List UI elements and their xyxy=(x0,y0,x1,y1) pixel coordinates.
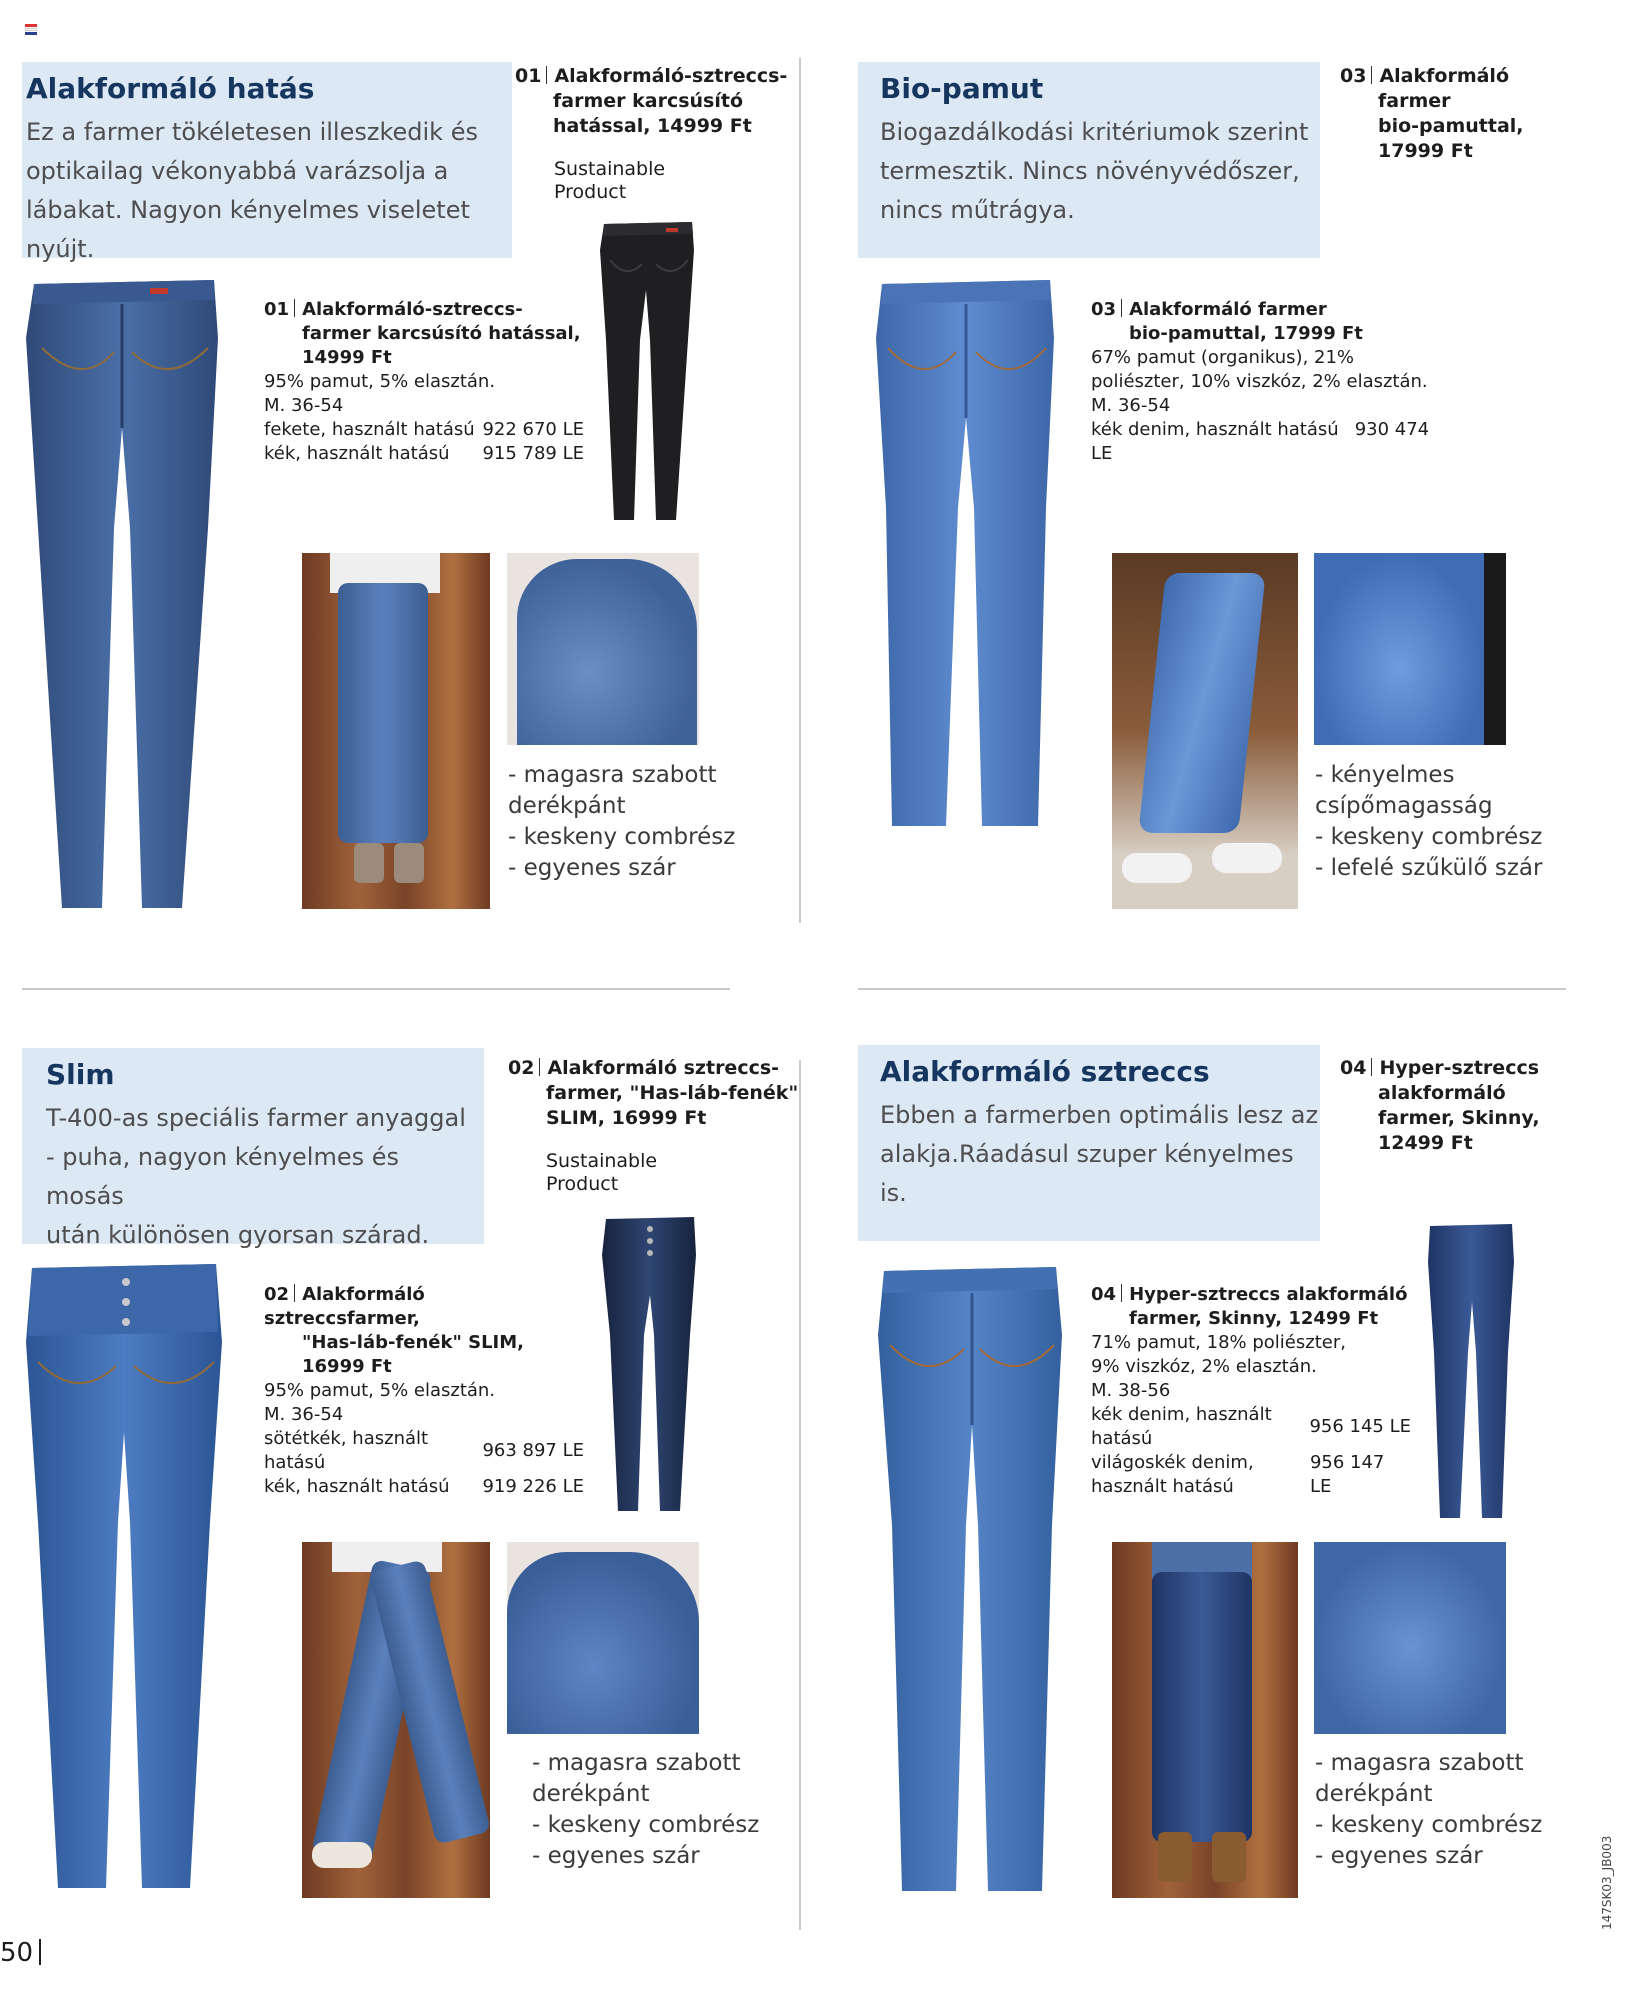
bullet-line: - lefelé szűkülő szár xyxy=(1315,855,1543,881)
spec-material: poliészter, 10% viszkóz, 2% elasztán. xyxy=(1091,371,1428,392)
feature-text xyxy=(26,113,512,269)
feature-title: Alakformáló sztreccs xyxy=(880,1055,1210,1088)
variant-name: világoskék denim, használt hatású xyxy=(1091,1452,1254,1497)
variant-name: sötétkék, használt hatású xyxy=(264,1428,429,1473)
feature-bullets xyxy=(1315,1748,1542,1872)
product-spec xyxy=(264,298,584,466)
feature-line: Ebben a farmerben optimális lesz az xyxy=(880,1101,1319,1129)
feature-text xyxy=(880,113,1320,230)
model-photo-back[interactable] xyxy=(1314,1542,1506,1734)
spec-title-line: farmer, Skinny, 12499 Ft xyxy=(1129,1308,1379,1329)
product-heading-line: 12499 Ft xyxy=(1378,1132,1473,1154)
bullet-line: - egyenes szár xyxy=(1315,1843,1483,1869)
spec-title-line: "Has-láb-fenék" SLIM, xyxy=(302,1332,525,1353)
variant-code: 915 789 LE xyxy=(482,443,584,464)
sustainable-line: Sustainable xyxy=(546,1150,658,1172)
product-heading-line: 17999 Ft xyxy=(1378,140,1473,162)
feature-line: T-400-as speciális farmer anyaggal xyxy=(46,1104,466,1132)
product-heading-line: farmer, "Has-láb-fenék" xyxy=(546,1082,799,1104)
variant-name: fekete, használt hatású xyxy=(264,419,475,440)
page-number-text: 50 xyxy=(0,1938,34,1968)
spec-size: M. 36-54 xyxy=(264,1404,344,1425)
feature-box xyxy=(22,1048,484,1249)
model-photo-front[interactable] xyxy=(302,553,490,909)
bullet-line: - keskeny combrész xyxy=(1315,824,1543,850)
product-number: 02 xyxy=(264,1284,290,1305)
model-photo-back[interactable] xyxy=(1314,553,1506,745)
skinny-jeans-main-image[interactable] xyxy=(872,1265,1068,1897)
product-heading-line: farmer karcsúsító xyxy=(553,90,744,112)
variant-row xyxy=(264,418,584,442)
bio-jeans-main-image[interactable] xyxy=(870,278,1060,830)
product-heading-line: Alakformáló sztreccs- xyxy=(547,1057,780,1079)
sustainable-line: Product xyxy=(546,1173,619,1195)
product-spec xyxy=(1091,298,1441,466)
variant-row xyxy=(264,1475,584,1499)
product-heading xyxy=(508,1056,798,1131)
product-heading-line: bio-pamuttal, xyxy=(1378,115,1524,137)
catalog-code: 147SK03_JB003 xyxy=(1600,1835,1614,1930)
sustainable-label xyxy=(546,1150,657,1196)
product-heading-line: alakformáló xyxy=(1378,1082,1506,1104)
product-number: 04 xyxy=(1340,1057,1367,1079)
spec-title-line: Hyper-sztreccs alakformáló xyxy=(1129,1284,1408,1305)
feature-line: Ez a farmer tökéletesen illeszkedik és xyxy=(26,118,478,146)
bullet-line: - magasra szabott xyxy=(508,762,717,788)
product-number: 01 xyxy=(264,299,290,320)
feature-title: Bio-pamut xyxy=(880,72,1044,105)
spec-title-line: 14999 Ft xyxy=(302,347,392,368)
feature-line: - puha, nagyon kényelmes és mosás xyxy=(46,1143,399,1210)
bullet-line: - egyenes szár xyxy=(532,1843,700,1869)
spec-material: 95% pamut, 5% elasztán. xyxy=(264,1380,496,1401)
variant-row xyxy=(264,1427,584,1475)
bullet-line: - keskeny combrész xyxy=(1315,1812,1543,1838)
product-number: 02 xyxy=(508,1057,535,1079)
product-heading-line: SLIM, 16999 Ft xyxy=(546,1107,707,1129)
variant-row xyxy=(264,442,584,466)
product-heading-line: Alakformáló-sztreccs- xyxy=(554,65,788,87)
feature-line: után különösen gyorsan szárad. xyxy=(46,1221,430,1249)
product-number: 03 xyxy=(1091,299,1117,320)
bullet-line: - magasra szabott xyxy=(532,1750,741,1776)
language-flag-icon xyxy=(25,24,37,34)
variant-name: kék, használt hatású xyxy=(264,1476,450,1497)
bullet-line: - kényelmes xyxy=(1315,762,1455,788)
feature-box xyxy=(22,62,512,263)
spec-title-line: Alakformáló sztreccsfarmer, xyxy=(264,1284,425,1329)
spec-size: M. 38-56 xyxy=(1091,1380,1171,1401)
spec-size: M. 36-54 xyxy=(264,395,344,416)
variant-name: kék denim, használt hatású xyxy=(1091,419,1339,440)
feature-line: nincs műtrágya. xyxy=(880,196,1075,224)
product-heading xyxy=(1340,1056,1540,1156)
feature-line: optikailag vékonyabbá varázsolja a xyxy=(26,157,449,185)
feature-line: Biogazdálkodási kritériumok szerint xyxy=(880,118,1309,146)
feature-title: Slim xyxy=(46,1058,115,1091)
product-number: 03 xyxy=(1340,65,1367,87)
slim-jeans-main-image[interactable] xyxy=(18,1262,230,1894)
skinny-jeans-thumbnail[interactable] xyxy=(1424,1222,1518,1522)
variant-code: 930 474 LE xyxy=(1091,419,1430,464)
feature-bullets xyxy=(532,1748,759,1872)
bullet-line: - keskeny combrész xyxy=(508,824,736,850)
sustainable-label xyxy=(554,158,665,204)
product-spec xyxy=(1091,1283,1411,1499)
variant-row xyxy=(1091,1451,1411,1499)
product-heading-line: hatással, 14999 Ft xyxy=(553,115,752,137)
darkblue-jeans-image[interactable] xyxy=(598,1215,702,1515)
bullet-line: derékpánt xyxy=(1315,1781,1433,1807)
feature-box xyxy=(858,62,1320,258)
feature-text xyxy=(46,1099,484,1255)
bullet-line: - egyenes szár xyxy=(508,855,676,881)
feature-line: termesztik. Nincs növényvédőszer, xyxy=(880,157,1300,185)
model-photo-walking[interactable] xyxy=(302,1542,490,1898)
spec-title-line: bio-pamuttal, 17999 Ft xyxy=(1129,323,1363,344)
black-jeans-image[interactable] xyxy=(596,220,700,525)
variant-name: kék, használt hatású xyxy=(264,443,450,464)
section-divider xyxy=(22,988,730,990)
spec-title-line: Alakformáló-sztreccs- xyxy=(302,299,523,320)
sustainable-line: Sustainable xyxy=(554,158,666,180)
model-photo-back[interactable] xyxy=(507,553,699,745)
variant-code: 922 670 LE xyxy=(482,419,584,440)
variant-code: 956 147 LE xyxy=(1309,1452,1385,1497)
feature-bullets xyxy=(1315,760,1542,884)
variant-row xyxy=(1091,418,1441,466)
bullet-line: csípőmagasság xyxy=(1315,793,1493,819)
product-number: 04 xyxy=(1091,1284,1117,1305)
feature-line: lábakat. Nagyon kényelmes viseletet nyújt. xyxy=(26,196,470,263)
spec-material: 71% pamut, 18% poliészter, xyxy=(1091,1332,1346,1353)
product-heading-line: Alakformáló xyxy=(1379,65,1510,87)
section-divider xyxy=(858,988,1566,990)
feature-text xyxy=(880,1096,1320,1213)
blue-jeans-main-image[interactable] xyxy=(22,278,222,914)
spec-title-line: 16999 Ft xyxy=(302,1356,392,1377)
spec-material: 67% pamut (organikus), 21% xyxy=(1091,347,1355,368)
bullet-line: derékpánt xyxy=(508,793,626,819)
product-heading xyxy=(1340,64,1524,164)
bullet-line: - keskeny combrész xyxy=(532,1812,760,1838)
product-heading-line: farmer xyxy=(1378,90,1451,112)
spec-size: M. 36-54 xyxy=(1091,395,1171,416)
product-number: 01 xyxy=(515,65,542,87)
model-photo-front[interactable] xyxy=(1112,553,1298,909)
feature-line: alakja.Ráadásul szuper kényelmes is. xyxy=(880,1140,1294,1207)
bullet-line: - magasra szabott xyxy=(1315,1750,1524,1776)
bullet-line: derékpánt xyxy=(532,1781,650,1807)
variant-code: 963 897 LE xyxy=(482,1440,584,1461)
product-spec xyxy=(264,1283,584,1499)
feature-bullets xyxy=(508,760,735,884)
spec-title-line: Alakformáló farmer xyxy=(1129,299,1327,320)
spec-title-line: farmer karcsúsító hatással, xyxy=(302,323,581,344)
spec-material: 9% viszkóz, 2% elasztán. xyxy=(1091,1356,1317,1377)
variant-row xyxy=(1091,1403,1411,1451)
feature-box xyxy=(858,1045,1320,1241)
column-divider xyxy=(799,1060,801,1930)
column-divider xyxy=(799,58,801,923)
product-heading xyxy=(515,64,787,139)
product-heading-line: Hyper-sztreccs xyxy=(1379,1057,1540,1079)
product-heading-line: farmer, Skinny, xyxy=(1378,1107,1540,1129)
spec-material: 95% pamut, 5% elasztán. xyxy=(264,371,496,392)
variant-name: kék denim, használt hatású xyxy=(1091,1404,1272,1449)
variant-code: 956 145 LE xyxy=(1309,1416,1411,1437)
sustainable-line: Product xyxy=(554,181,627,203)
model-photo-front[interactable] xyxy=(1112,1542,1298,1898)
variant-code: 919 226 LE xyxy=(482,1476,584,1497)
model-photo-back[interactable] xyxy=(507,1542,699,1734)
page-number xyxy=(0,1938,41,1968)
feature-title: Alakformáló hatás xyxy=(26,72,315,105)
